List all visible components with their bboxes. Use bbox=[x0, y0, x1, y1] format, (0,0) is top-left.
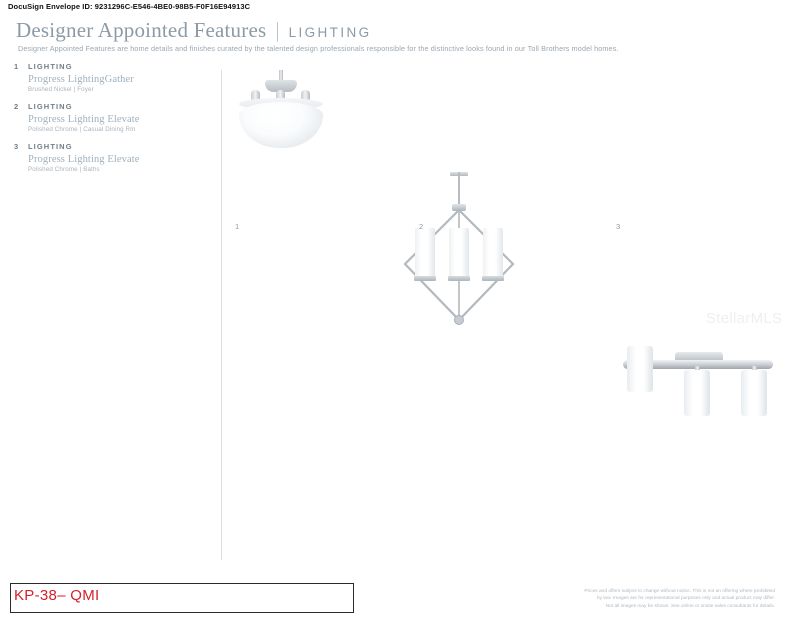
figure-gallery bbox=[225, 62, 805, 242]
list-item-header bbox=[14, 102, 210, 111]
list-item-number: 3 bbox=[14, 142, 19, 151]
pendant-shade-center bbox=[449, 228, 469, 280]
list-item-description: Polished Chrome | Casual Dining Rm bbox=[28, 126, 136, 133]
list-item-name: Progress Lighting Elevate bbox=[28, 154, 140, 165]
list-item-category: LIGHTING bbox=[28, 102, 73, 111]
vanity-shade-right bbox=[741, 370, 767, 416]
list-item-description: Brushed Nickel | Foyer bbox=[28, 86, 94, 93]
title-divider: | bbox=[275, 18, 280, 42]
pendant-shade-band-left bbox=[414, 276, 436, 281]
stamp-code: KP-38– QMI bbox=[14, 587, 100, 604]
light-glass-bowl bbox=[239, 102, 323, 148]
figure-semi-flush-mount-light bbox=[225, 62, 340, 172]
pendant-shade-band-right bbox=[482, 276, 504, 281]
docusign-envelope-id: DocuSign Envelope ID: 9231296C-E546-4BE0-98B5-F0F16E94913C bbox=[8, 2, 251, 11]
figure-label-2: 2 bbox=[419, 222, 424, 231]
list-item-description: Polished Chrome | Baths bbox=[28, 166, 100, 173]
vertical-divider bbox=[221, 70, 222, 560]
list-item-name: Progress Lighting Elevate bbox=[28, 114, 140, 125]
disclaimer-line-3: Not all images may be shown. See online or onsite sales consultants for details. bbox=[605, 603, 775, 609]
figure-label-1: 1 bbox=[235, 222, 240, 231]
pendant-rod bbox=[458, 172, 460, 206]
list-item-number: 1 bbox=[14, 62, 19, 71]
content-area bbox=[0, 62, 811, 562]
list-item bbox=[14, 102, 210, 133]
figure-pendant-chandelier bbox=[395, 172, 525, 332]
page-title bbox=[16, 18, 372, 43]
figure-label-3: 3 bbox=[616, 222, 621, 231]
pendant-shade-right bbox=[483, 228, 503, 280]
list-item-category: LIGHTING bbox=[28, 62, 73, 71]
list-item-header bbox=[14, 142, 210, 151]
disclaimer-line-1: Prices and offers subject to change without notice. This is not an offering where prohibited bbox=[584, 589, 775, 594]
disclaimer-line-2: by law. Images are for representational purposes only and actual product may differ. bbox=[596, 596, 775, 602]
list-item bbox=[14, 62, 210, 93]
pendant-shade-band-center bbox=[448, 276, 470, 281]
document-page bbox=[0, 14, 811, 631]
page-title-main: Designer Appointed Features bbox=[16, 18, 267, 42]
page-subtitle: Designer Appointed Features are home details and finishes curated by the talented design professionals responsible for the distinctive looks found in our Toll Brothers model homes. bbox=[18, 44, 619, 53]
list-item bbox=[14, 142, 210, 173]
page-title-category: LIGHTING bbox=[288, 25, 372, 40]
list-item-name: Progress LightingGather bbox=[28, 74, 134, 85]
list-item-category: LIGHTING bbox=[28, 142, 73, 151]
stellarmls-watermark: StellarMLS bbox=[706, 310, 783, 327]
feature-list bbox=[14, 62, 210, 182]
vanity-shade-left bbox=[627, 346, 653, 392]
list-item-header bbox=[14, 62, 210, 71]
pendant-shade-left bbox=[415, 228, 435, 280]
figure-vanity-bar-light bbox=[615, 332, 790, 442]
list-item-number: 2 bbox=[14, 102, 19, 111]
disclaimer-text bbox=[515, 588, 775, 610]
vanity-shade-center bbox=[684, 370, 710, 416]
